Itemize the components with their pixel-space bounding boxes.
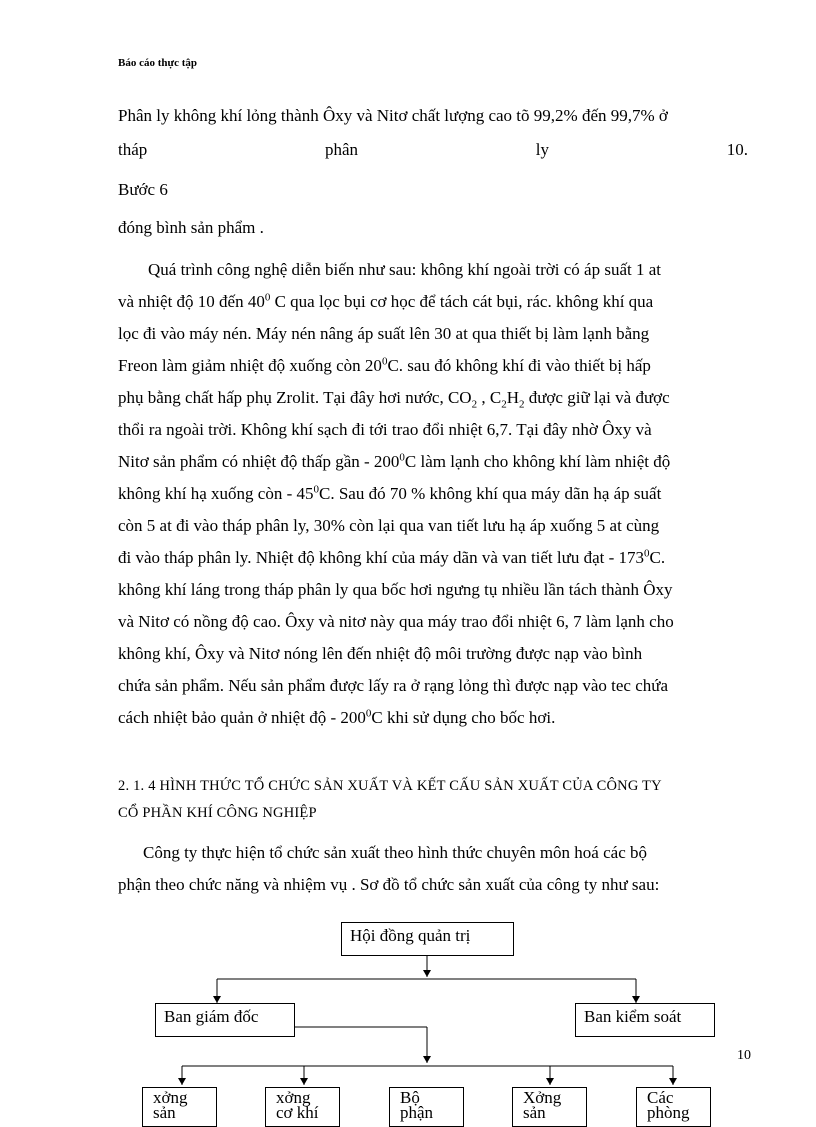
org-box-director: Ban giám đốc — [155, 1003, 295, 1037]
page-number: 10 — [737, 1048, 751, 1063]
org-box-control: Ban kiểm soát — [575, 1003, 715, 1037]
process-line-1: Quá trình công nghệ diễn biến như sau: không khí ngoài trời có áp suất 1 at — [148, 260, 661, 279]
section-text-1: Công ty thực hiện tổ chức sản xuất theo hình thức chuyên môn hoá các bộ — [143, 843, 647, 862]
intro-line-1: Phân ly không khí lỏng thành Ôxy và Nitơ chất lượng cao tõ 99,2% đến 99,7% ở — [118, 106, 668, 125]
running-header: Báo cáo thực tập — [118, 57, 198, 69]
process-line-8: không khí hạ xuống còn - $45^0C$. Sau đó 70 % không khí qua máy dãn hạ áp suất — [118, 483, 662, 503]
org-box-unit-5: Các phòng — [636, 1087, 711, 1127]
process-line-11: không khí láng trong tháp phân ly qua bốc hơi ngưng tụ nhiều lần tách thành Ôxy — [118, 580, 673, 599]
org-box-unit-3: Bộ phận — [389, 1087, 464, 1127]
intro-word-4: 10. — [726, 140, 748, 159]
intro-word-3: ly — [535, 140, 549, 159]
process-line-4: Freon làm giảm nhiệt độ xuống còn $20^0C$. sau đó không khí đi vào thiết bị hấp — [118, 355, 651, 375]
process-line-3: lọc đi vào máy nén. Máy nén nâng áp suất lên 30 at qua thiết bị làm lạnh bằng — [118, 324, 650, 343]
org-box-unit-4: Xởng sản — [512, 1087, 587, 1127]
process-line-13: không khí, Ôxy và Nitơ nóng lên đến nhiệt độ môi trường được nạp vào bình — [118, 644, 643, 663]
process-line-7: Nitơ sản phẩm có nhiệt độ thấp gần - $200^0C$ làm lạnh cho không khí làm nhiệt độ — [118, 451, 671, 471]
step-text: đóng bình sản phẩm . — [118, 218, 264, 237]
step-label: Bước 6 — [118, 180, 168, 199]
intro-word-1: tháp — [118, 140, 148, 159]
intro-word-2: phân — [325, 140, 359, 159]
org-box-unit-1: xởng sản — [142, 1087, 217, 1127]
section-heading-line-2: CỔ PHẦN KHÍ CÔNG NGHIỆP — [118, 805, 317, 821]
process-line-14: chứa sản phẩm. Nếu sản phẩm được lấy ra ở rạng lỏng thì được nạp vào tec chứa — [118, 676, 669, 695]
section-heading-line-1: 2. 1. 4 HÌNH THỨC TỔ CHỨC SẢN XUẤT VÀ KẾT CẤU SẢN XUẤT CỦA CÔNG TY — [118, 778, 662, 794]
process-line-6: thổi ra ngoài trời. Không khí sạch đi tới trao đổi nhiệt 6,7. Tại đây nhờ Ôxy và — [118, 420, 652, 439]
process-line-9: còn 5 at đi vào tháp phân ly, 30% còn lại qua van tiết lưu hạ áp xuống 5 at cùng — [118, 516, 660, 535]
process-line-2: và nhiệt độ 10 đến $40^0$ C qua lọc bụi cơ học để tách cát bụi, rác. không khí qua — [118, 291, 654, 311]
process-line-5: phụ bằng chất hấp phụ Zrolit. Tại đây hơi nước, $CO_2$ , $C_2H_2$ được giữ lại và được — [118, 388, 670, 411]
process-line-12: và Nitơ có nồng độ cao. Ôxy và nitơ này qua máy trao đổi nhiệt 6, 7 làm lạnh cho — [118, 612, 674, 631]
org-box-root: Hội đồng quản trị — [341, 922, 514, 956]
process-line-10: đi vào tháp phân ly. Nhiệt độ không khí của máy dãn và van tiết lưu đạt - $173^0C$. — [118, 547, 666, 567]
section-text-2: phận theo chức năng và nhiệm vụ . Sơ đồ tổ chức sản xuất của công ty như sau: — [118, 875, 660, 894]
process-line-15: cách nhiệt bảo quản ở nhiệt độ - $200^0C$ khi sử dụng cho bốc hơi. — [118, 707, 556, 727]
org-box-unit-2: xởng cơ khí — [265, 1087, 340, 1127]
